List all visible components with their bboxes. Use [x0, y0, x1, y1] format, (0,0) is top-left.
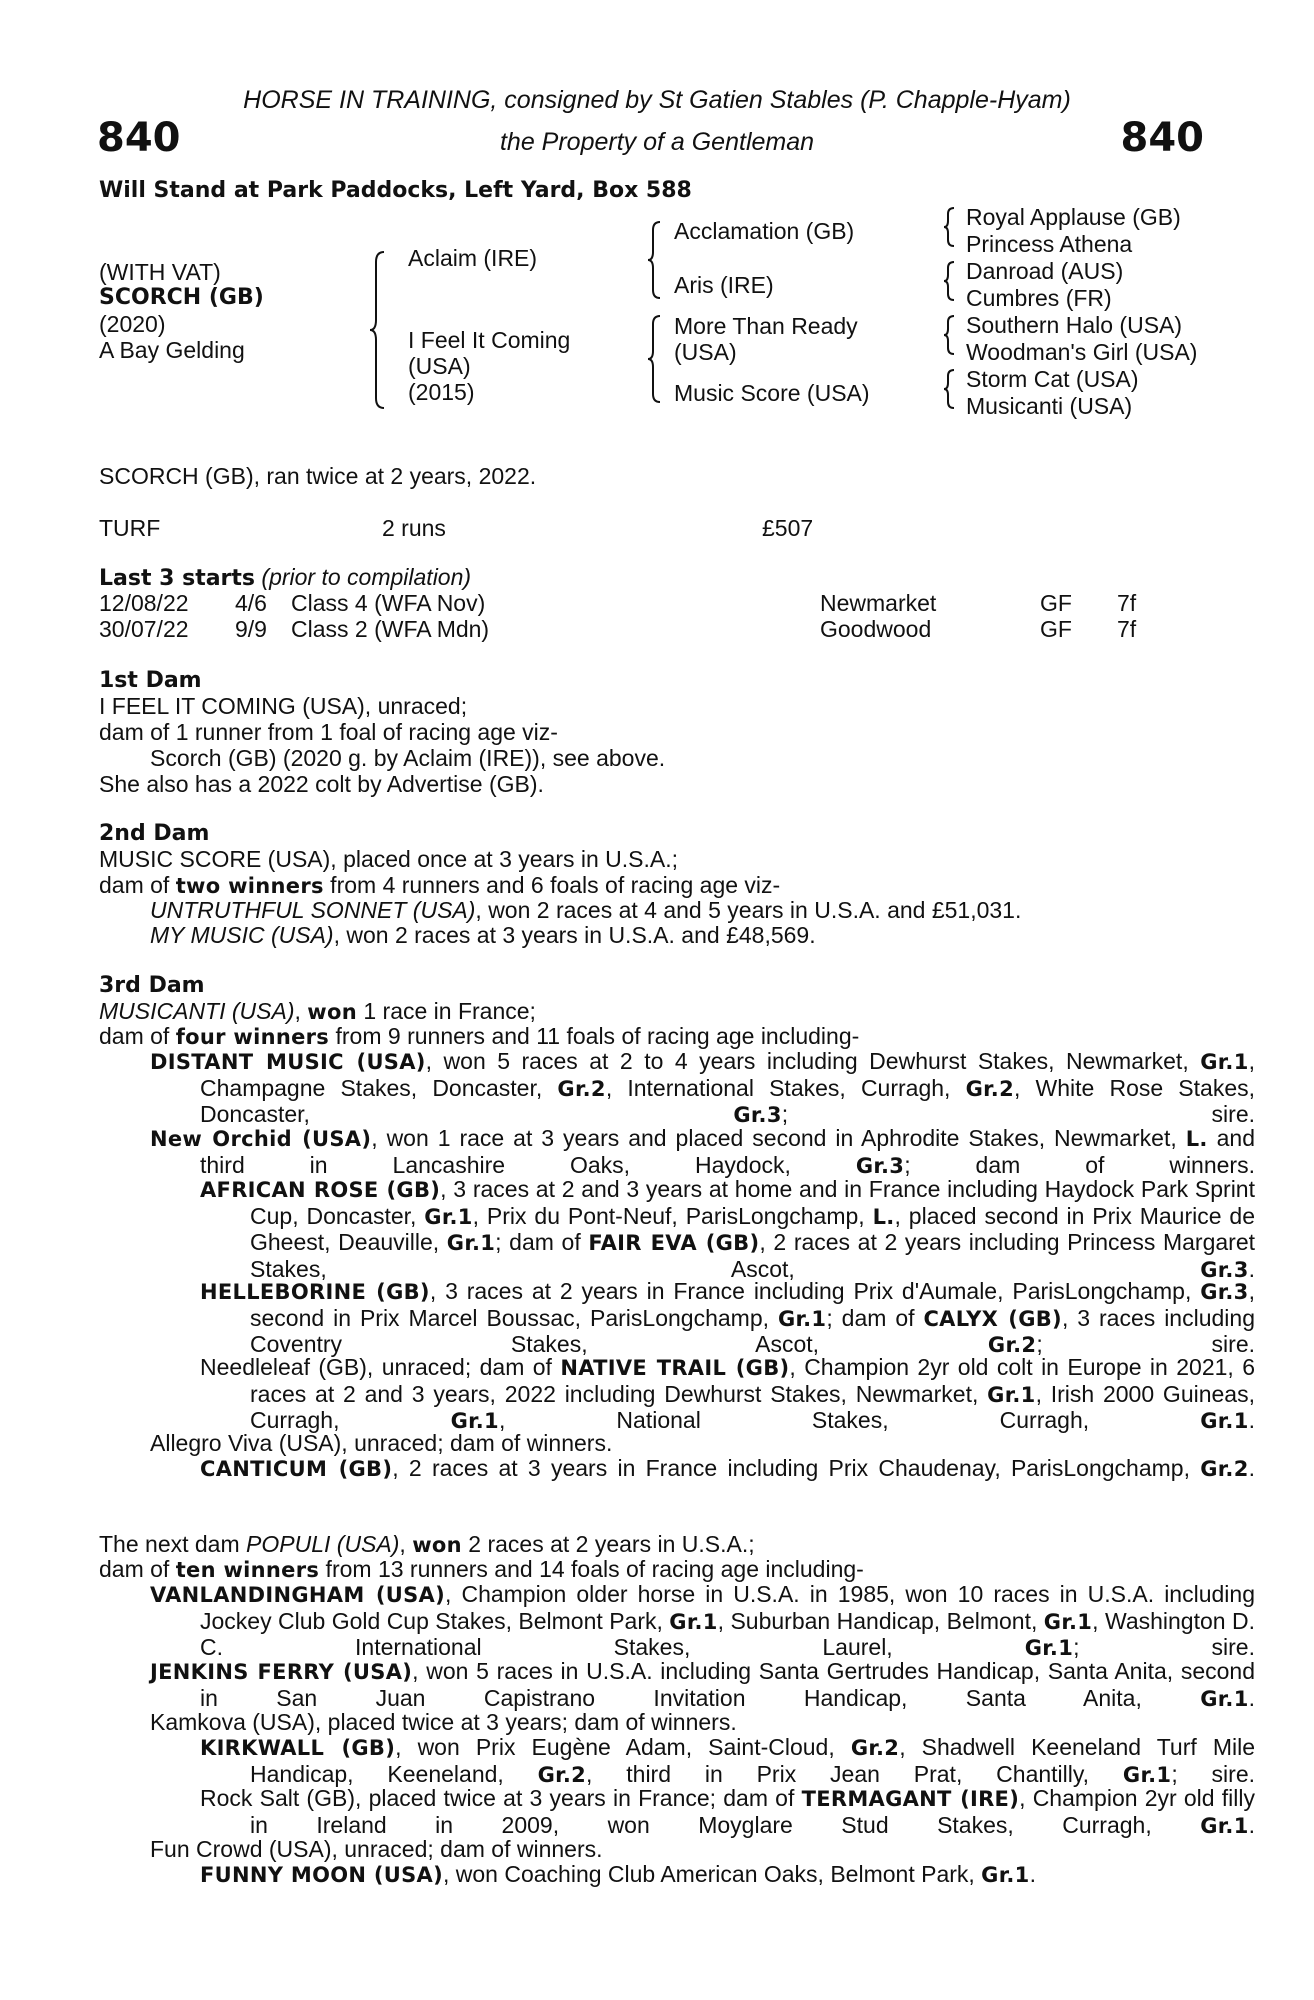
- next-dam-line1: The next dam POPULI (USA), won 2 races at 2 years in U.S.A.;: [99, 1531, 755, 1557]
- turf-earnings: £507: [762, 515, 814, 541]
- pedigree-brace-dd: [944, 368, 956, 410]
- stand-location: Will Stand at Park Paddocks, Left Yard, Box 588: [99, 178, 692, 203]
- pedigree-dam-line2: (USA): [408, 353, 471, 379]
- dam3-heading: 3rd Dam: [99, 973, 205, 998]
- produce-rock-salt: Rock Salt (GB), placed twice at 3 years in France; dam of TERMAGANT (IRE), Champion 2yr old filly in Ireland in 2009, won Moyglare Stud Stakes, Curragh, Gr.1.: [200, 1785, 1255, 1838]
- dam2-line1: MUSIC SCORE (USA), placed once at 3 years in U.S.A.;: [99, 846, 679, 872]
- pedigree-ssd: Princess Athena: [966, 231, 1133, 257]
- produce-distant-music: DISTANT MUSIC (USA), won 5 races at 2 to 4 years including Dewhurst Stakes, Newmarket, Gr.1, Champagne Stakes, Doncaster, Gr.2, International Stakes, Curragh, Gr.2, White Rose Stakes, Doncaster, Gr.3; sire.: [150, 1048, 1256, 1127]
- race-summary: SCORCH (GB), ran twice at 2 years, 2022.: [99, 463, 537, 489]
- pedigree-brace-ss: [944, 206, 956, 248]
- dam2-line3: UNTRUTHFUL SONNET (USA), won 2 races at 4 and 5 years in U.S.A. and £51,031.: [150, 897, 1022, 923]
- pedigree-dam-line3: (2015): [408, 379, 475, 405]
- race-row-class: Class 2 (WFA Mdn): [291, 616, 490, 642]
- lot-number-left: 840: [97, 115, 181, 161]
- pedigree-dss: Southern Halo (USA): [966, 312, 1183, 338]
- race-row-course: Goodwood: [820, 616, 932, 642]
- turf-runs: 2 runs: [382, 515, 446, 541]
- produce-needleleaf: Needleleaf (GB), unraced; dam of NATIVE TRAIL (GB), Champion 2yr old colt in Europe in 2021, 6 races at 2 and 3 years, 2022 including Dewhurst Stakes, Newmarket, Gr.1, Irish 2000 Guineas, Curragh, Gr.1, National Stakes, Curragh, Gr.1.: [200, 1354, 1255, 1433]
- pedigree-dam-sire-line2: (USA): [674, 339, 737, 365]
- race-row-pos: 9/9: [235, 616, 267, 642]
- produce-helleborine: HELLEBORINE (GB), 3 races at 2 years in France including Prix d'Aumale, ParisLongchamp, Gr.3, second in Prix Marcel Boussac, ParisLongchamp, Gr.1; dam of CALYX (GB), 3 races including Coventry Stakes, Ascot, Gr.2; sire.: [200, 1278, 1255, 1357]
- pedigree-sire: Aclaim (IRE): [408, 245, 538, 271]
- produce-allegro-viva: Allegro Viva (USA), unraced; dam of winners.: [150, 1430, 613, 1456]
- pedigree-sire-dam: Aris (IRE): [674, 272, 774, 298]
- race-row-going: GF: [1040, 590, 1072, 616]
- pedigree-brace-sd: [944, 260, 956, 302]
- race-row-pos: 4/6: [235, 590, 267, 616]
- race-row-distance: 7f: [1117, 616, 1137, 642]
- pedigree-dsd: Woodman's Girl (USA): [966, 339, 1198, 365]
- pedigree-dam-sire-line1: More Than Ready: [674, 313, 858, 339]
- produce-fun-crowd: Fun Crowd (USA), unraced; dam of winners.: [150, 1836, 603, 1862]
- produce-new-orchid: New Orchid (USA), won 1 race at 3 years and placed second in Aphrodite Stakes, Newmarket, L. and third in Lancashire Oaks, Haydock, Gr.3; dam of winners.: [150, 1125, 1255, 1178]
- pedigree-sds: Danroad (AUS): [966, 258, 1124, 284]
- last-starts-heading: Last 3 starts (prior to compilation): [99, 564, 472, 591]
- produce-jenkins-ferry: JENKINS FERRY (USA), won 5 races in U.S.A. including Santa Gertrudes Handicap, Santa Anita, second in San Juan Capistrano Invitation Handicap, Santa Anita, Gr.1.: [150, 1658, 1256, 1711]
- pedigree-dds: Storm Cat (USA): [966, 366, 1139, 392]
- next-dam-line2: dam of ten winners from 13 runners and 14 foals of racing age including-: [99, 1556, 864, 1582]
- horse-name: SCORCH (GB): [99, 285, 264, 310]
- dam1-line3: Scorch (GB) (2020 g. by Aclaim (IRE)), see above.: [150, 745, 666, 771]
- pedigree-brace-sire: [648, 220, 662, 300]
- pedigree-dam-dam: Music Score (USA): [674, 380, 870, 406]
- dam3-line1: MUSICANTI (USA), won 1 race in France;: [99, 998, 536, 1024]
- race-row-class: Class 4 (WFA Nov): [291, 590, 486, 616]
- race-row-distance: 7f: [1117, 590, 1137, 616]
- horse-description: A Bay Gelding: [99, 337, 245, 363]
- pedigree-sire-sire: Acclamation (GB): [674, 218, 855, 244]
- vat-label: (WITH VAT): [99, 259, 221, 285]
- dam2-line4: MY MUSIC (USA), won 2 races at 3 years in U.S.A. and £48,569.: [150, 922, 816, 948]
- header-line2: the Property of a Gentleman: [499, 128, 815, 156]
- produce-african-rose: AFRICAN ROSE (GB), 3 races at 2 and 3 years at home and in France including Haydock Park Sprint Cup, Doncaster, Gr.1, Prix du Pont-Neuf, ParisLongchamp, L., placed second in Prix Maurice de Gheest, Deauville, Gr.1; dam of FAIR EVA (GB), 2 races at 2 years including Princess Margaret Stakes, Ascot, Gr.3.: [200, 1176, 1256, 1282]
- produce-vanlandingham: VANLANDINGHAM (USA), Champion older horse in U.S.A. in 1985, won 10 races in U.S.A. including Jockey Club Gold Cup Stakes, Belmont Park, Gr.1, Suburban Handicap, Belmont, Gr.1, Washington D. C. International Stakes, Laurel, Gr.1; sire.: [150, 1581, 1255, 1660]
- dam3-line2: dam of four winners from 9 runners and 11 foals of racing age including-: [99, 1023, 860, 1049]
- pedigree-sdd: Cumbres (FR): [966, 285, 1112, 311]
- produce-canticum: CANTICUM (GB), 2 races at 3 years in France including Prix Chaudenay, ParisLongchamp, Gr.2.: [200, 1455, 1256, 1481]
- dam1-line4: She also has a 2022 colt by Advertise (GB).: [99, 771, 544, 797]
- produce-kamkova: Kamkova (USA), placed twice at 3 years; dam of winners.: [150, 1709, 737, 1735]
- pedigree-brace-ds: [944, 314, 956, 356]
- dam1-line1: I FEEL IT COMING (USA), unraced;: [99, 693, 468, 719]
- dam1-heading: 1st Dam: [99, 668, 202, 693]
- pedigree-ddd: Musicanti (USA): [966, 393, 1133, 419]
- turf-label: TURF: [99, 515, 161, 541]
- lot-number-right: 840: [1120, 115, 1204, 161]
- pedigree-brace-dam: [648, 314, 662, 404]
- produce-kirkwall: KIRKWALL (GB), won Prix Eugène Adam, Saint-Cloud, Gr.2, Shadwell Keeneland Turf Mile Handicap, Keeneland, Gr.2, third in Prix Jean Prat, Chantilly, Gr.1; sire.: [200, 1734, 1256, 1787]
- pedigree-sss: Royal Applause (GB): [966, 204, 1181, 230]
- header-line1: HORSE IN TRAINING, consigned by St Gatien Stables (P. Chapple-Hyam): [243, 86, 1071, 114]
- pedigree-brace-main: [370, 250, 386, 410]
- race-row: 12/08/22: [99, 590, 189, 616]
- horse-year: (2020): [99, 311, 166, 337]
- race-row: 30/07/22: [99, 616, 189, 642]
- race-row-going: GF: [1040, 616, 1072, 642]
- dam1-line2: dam of 1 runner from 1 foal of racing age viz-: [99, 719, 558, 745]
- race-row-course: Newmarket: [820, 590, 937, 616]
- dam2-line2: dam of two winners from 4 runners and 6 foals of racing age viz-: [99, 872, 781, 898]
- pedigree-dam-line1: I Feel It Coming: [408, 327, 571, 353]
- dam2-heading: 2nd Dam: [99, 821, 210, 846]
- produce-funny-moon: FUNNY MOON (USA), won Coaching Club American Oaks, Belmont Park, Gr.1.: [200, 1861, 1036, 1887]
